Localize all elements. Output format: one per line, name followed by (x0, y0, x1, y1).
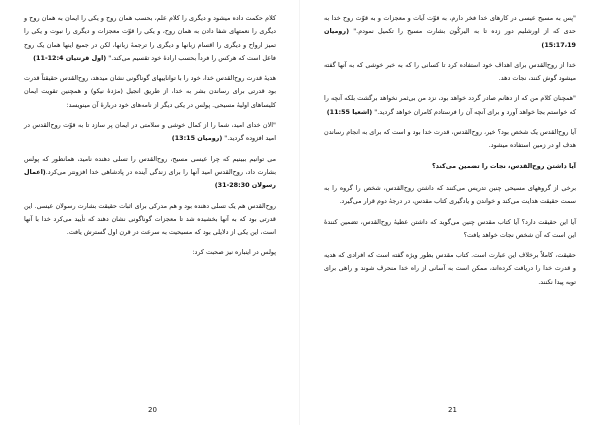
left-page-text (24, 12, 276, 267)
paragraph: حقیقت، کاملاً برخلاف این عبارت است. کتاب مقدس بطور ویژه گفته است که افرادی که هدیه و قدرت خدا را دریافت کرده‌اند، ممکن است به آسانی از راه خدا منحرف شوند و راهی برای توبه پیدا نکنند. (324, 251, 576, 286)
paragraph: "پس به مسیح عیسی در کارهای خدا فخر دارم، به قوّت آیات و معجزات و به قوّت روح خدا به حدی که از اورشلیم دور زده تا به الیرکُون بشارت مسیح را تکمیل نمودم." (رومیان 15:17،19) (324, 14, 576, 49)
scripture-reference: (اول قرنتیان 12:4-11) (33, 53, 107, 62)
scripture-reference: (رومیان 15:17،19) (324, 27, 576, 49)
scripture-reference: (رومیان 13:15) (171, 134, 223, 143)
paragraph: برخی از گروههای مسیحی چنین تدریس می‌کنند که داشتن روح‌القدس، شخص را گروه را به سمت حقیقت هدایت می‌کند و خواندن و یادگیری کتاب مقدس، در درجهٔ دوم قرار می‌گیرد. (324, 183, 576, 206)
paragraph: آیا این حقیقت دارد؟ آیا کتاب مقدس چنین می‌گوید که داشتن عطیهٔ روح‌القدس، تضمین کنندهٔ این است که آن شخص نجات خواهد یافت؟ (324, 217, 576, 239)
paragraph: روح‌القدس هم یک تسلی دهنده بود و هم مدرکی برای اثبات حقیقت بشارت رسولان عیسی. این قدرتی بود که به آنها بخشیده شد تا معجزات گوناگونی نشان دهند که تأیید می‌کرد خدا با آنها است، این یکی از دلایلی بود که مسیحیت به سرعت در قرن اول گسترش یافت. (24, 201, 276, 237)
paragraph: خدا از روح‌القدس برای اهداف خود استفاده کرد تا کسانی را که به خبر خوشی که به آنها گفته میشود گوش کنند، نجات دهد. (324, 60, 576, 83)
paragraph: "همچنان کلام من که از دهانم صادر گردد خواهد بود، نزد من بی‌ثمر نخواهد برگشت بلکه آنچه را که خواستم بجا خواهد آورد و برای آنچه آن را فرستادم کامران خواهد گردید." (اشعیا 11:55) (324, 94, 576, 116)
paragraph: هدیهٔ قدرت روح‌القدس خدا، خود را با تواناییهای گوناگونی نشان میدهد، روح‌القدس حقیقتاً قدرت بود قدرتی برای رساندن بشر به خدا، از طریق انجیل (مژدهٔ نیکو) و همچنین تقویت ایمان کلیساهای اولیهٔ مسیحی. پولس در یکی دیگر از نامه‌های خود دربارهٔ آن مینویسد: (24, 74, 276, 109)
paragraph: کلام حکمت داده میشود و دیگری را کلام علم، بحسب همان روح و یکی را ایمان به همان روح و دیگری را نعمتهای شفا دادن به همان روح، و یکی را قوّت معجزات و دیگری را نبوت و یکی را تمیز ارواح و دیگری را اقسام زبانها و دیگری را ترجمهٔ زبانها، لکن در جمیع اینها همان یک روح فاعل است که هرکس را فرداً بحسب ارادهٔ خود تقسیم می‌کند." (اول قرنتیان 12:4-11) (24, 14, 276, 62)
paragraph: پولس در اینباره نیز صحبت کرد: (192, 248, 276, 257)
page-number: 21 (448, 406, 457, 414)
paragraph: می توانیم ببینیم که چرا عیسی مسیح، روح‌القدس را تسلی دهنده نامید، همانطور که پولس بشارت داد، روح‌القدس امید آنها را برای زندگی آینده در پادشاهی خدا افزونتر می‌کرد.(اعمال رسولان 28:30-31) (24, 154, 276, 190)
right-page (300, 0, 600, 425)
right-page-text (324, 12, 576, 296)
scripture-reference: (اشعیا 11:55) (326, 107, 373, 116)
paragraph: "الان خدای امید، شما را از کمال خوشی و سلامتی در ایمان پر سازد تا به قوّت روح‌القدس در امید افزوده گردید." (رومیان 13:15) (24, 121, 276, 143)
page-number: 20 (148, 406, 157, 414)
paragraph: آیا روح‌القدس یک شخص بود؟ خیر، روح‌القدس، قدرت خدا بود و است که برای به انجام رساندن هدف او در زمین استفاده میشود. (324, 128, 576, 150)
section-heading: آیا داشتن روح‌القدس، نجات را تضمین می‌کند؟ (431, 161, 576, 170)
scripture-reference: (اعمال رسولان 28:30-31) (24, 167, 276, 190)
